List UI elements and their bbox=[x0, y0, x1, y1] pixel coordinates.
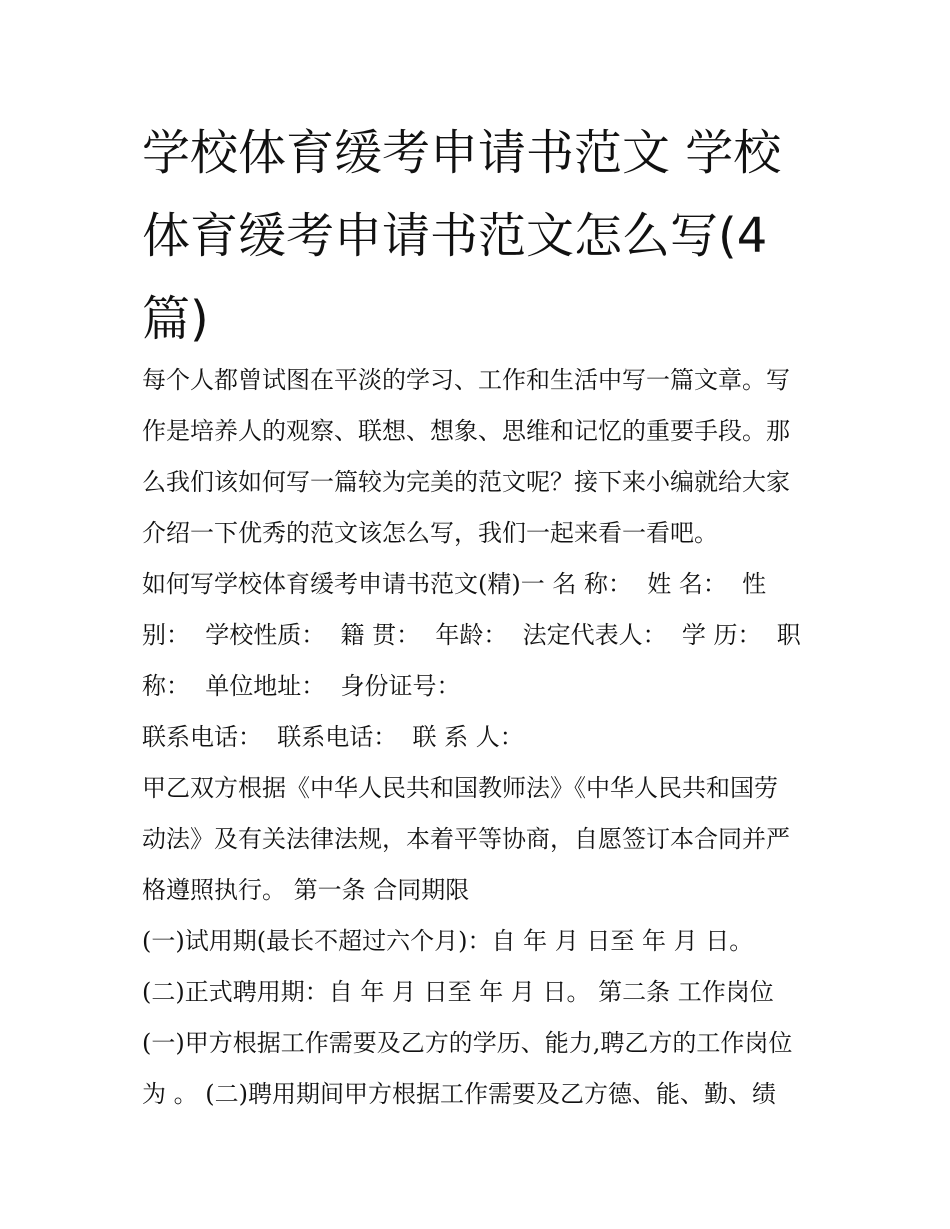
document-title bbox=[142, 112, 832, 361]
body-line: 如何写学校体育缓考申请书范文(精)一 名 称： 姓 名： 性 bbox=[142, 570, 767, 598]
title-line: 篇) bbox=[142, 291, 209, 347]
body-line: 甲乙双方根据《中华人民共和国教师法》《中华人民共和国劳 bbox=[142, 774, 778, 802]
body-line: 格遵照执行。 第一条 合同期限 bbox=[142, 876, 470, 904]
document-body bbox=[142, 355, 814, 1120]
body-line: (一)试用期(最长不超过六个月)：自 年 月 日至 年 月 日。 bbox=[142, 927, 754, 955]
body-line: 每个人都曾试图在平淡的学习、工作和生活中写一篇文章。写 bbox=[142, 366, 790, 394]
body-line: 联系电话： 联系电话： 联 系 人： bbox=[142, 723, 524, 751]
body-line: 为 。 (二)聘用期间甲方根据工作需要及乙方德、能、勤、绩 bbox=[142, 1080, 776, 1108]
body-line: 动法》及有关法律法规，本着平等协商，自愿签订本合同并严 bbox=[142, 825, 790, 853]
body-line: (一)甲方根据工作需要及乙方的学历、能力,聘乙方的工作岗位 bbox=[142, 1029, 793, 1057]
body-line: 作是培养人的观察、联想、想象、思维和记忆的重要手段。那 bbox=[142, 417, 790, 445]
body-line: (二)正式聘用期：自 年 月 日至 年 月 日。 第二条 工作岗位 bbox=[142, 978, 774, 1006]
body-line: 称： 单位地址： 身份证号： bbox=[142, 672, 461, 700]
body-line: 别： 学校性质： 籍 贯： 年龄： 法定代表人： 学 历： 职 bbox=[142, 621, 801, 649]
body-line: 介绍一下优秀的范文该怎么写，我们一起来看一看吧。 bbox=[142, 519, 718, 547]
title-line: 体育缓考申请书范文怎么写(4 bbox=[142, 208, 768, 264]
title-line: 学校体育缓考申请书范文 学校 bbox=[142, 125, 782, 181]
body-line: 么我们该如何写一篇较为完美的范文呢？接下来小编就给大家 bbox=[142, 468, 790, 496]
